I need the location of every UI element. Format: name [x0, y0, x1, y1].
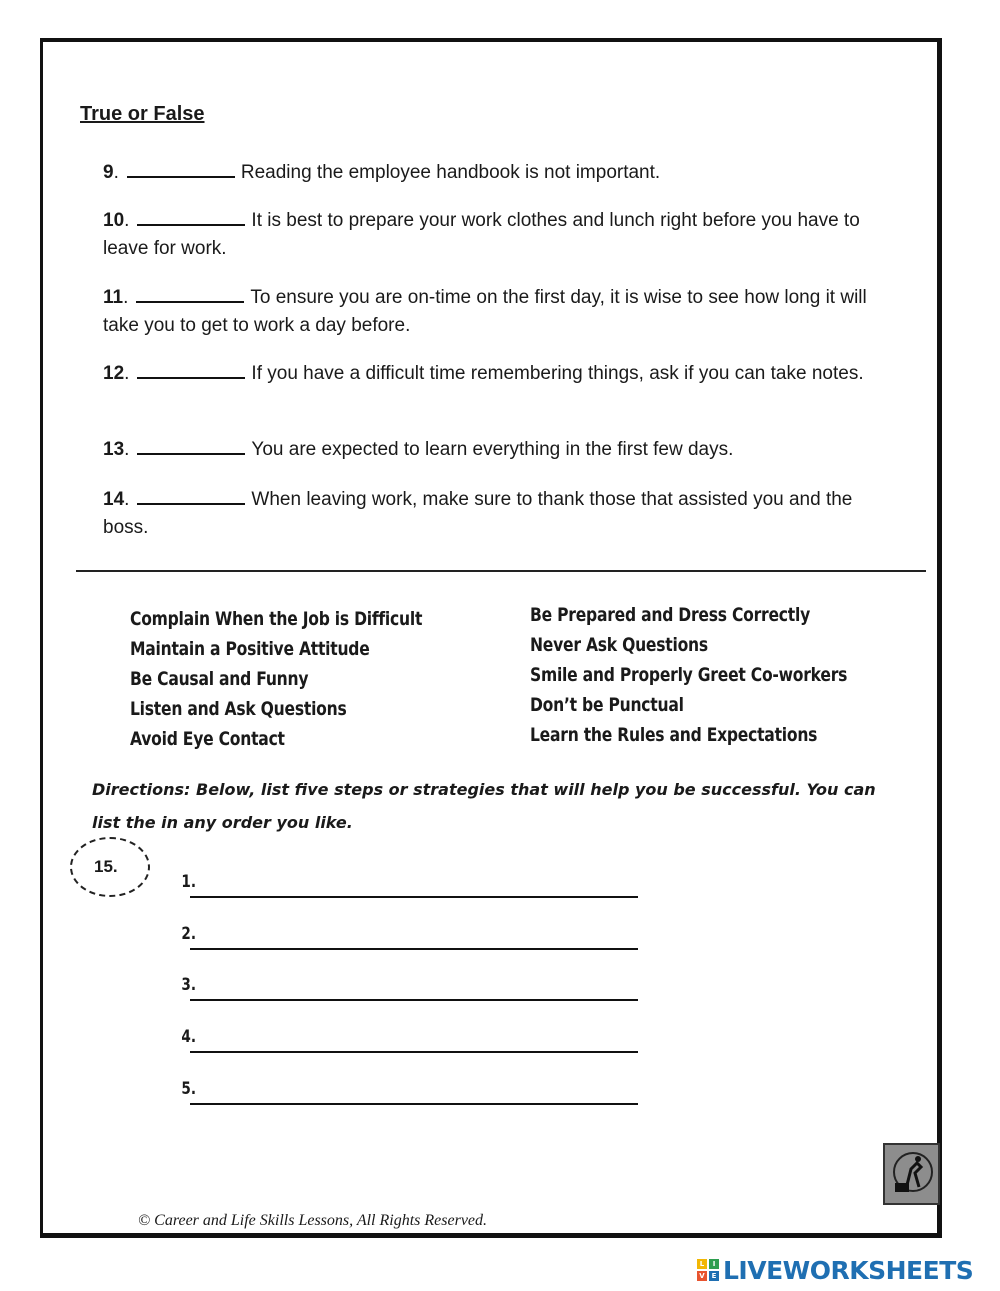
question-separator: . [123, 287, 129, 308]
logo-block: V [697, 1271, 707, 1281]
question-separator: . [124, 489, 130, 510]
logo-block: I [709, 1259, 719, 1269]
liveworksheets-brand [697, 1252, 973, 1288]
directions-text: Directions: Below, list five steps or strategies that will help you be successful. You can list the in any order you like. [92, 780, 876, 832]
question-separator: . [113, 162, 119, 183]
answer-line-label: 1. [181, 872, 197, 892]
brand-name: LIVEWORKSHEETS [723, 1255, 974, 1285]
question-10 [103, 206, 893, 263]
answer-line-1[interactable] [180, 872, 197, 898]
logo-block: L [697, 1259, 707, 1269]
answer-line-rule [190, 948, 638, 950]
word-bank-item: Never Ask Questions [530, 634, 708, 656]
answer-blank[interactable] [137, 435, 245, 455]
answer-line-label: 4. [181, 1027, 197, 1047]
question-number: 10 [103, 210, 125, 231]
word-bank-right [530, 600, 847, 750]
answer-blank[interactable] [137, 359, 245, 379]
answer-line-3[interactable] [180, 975, 197, 1001]
question-14 [103, 485, 893, 542]
question-number: 13 [103, 439, 125, 460]
answer-blank[interactable] [137, 206, 245, 226]
question-15-badge [70, 837, 150, 897]
question-11 [103, 283, 893, 340]
question-number: 9 [103, 162, 114, 183]
section-divider [76, 570, 926, 572]
question-text: Reading the employee handbook is not important. [240, 162, 661, 183]
word-bank-item: Don’t be Punctual [530, 694, 684, 716]
question-text: If you have a difficult time remembering things, ask if you can take notes. [251, 363, 864, 384]
question-text: When leaving work, make sure to thank those that assisted you and the boss. [103, 489, 853, 538]
answer-blank[interactable] [136, 283, 244, 303]
question-separator: . [124, 363, 130, 384]
answer-blank[interactable] [137, 485, 245, 505]
publisher-logo-icon [883, 1143, 940, 1205]
answer-line-label: 5. [181, 1079, 197, 1099]
question-separator: . [124, 210, 130, 231]
liveworksheets-logo-icon [697, 1259, 719, 1281]
question-text: It is best to prepare your work clothes and lunch right before you have to leave for work. [103, 210, 860, 259]
word-bank-item: Avoid Eye Contact [130, 728, 285, 750]
question-9 [103, 158, 893, 187]
badge-label: 15. [94, 857, 118, 876]
question-text: You are expected to learn everything in the first few days. [251, 439, 734, 460]
answer-line-rule [190, 896, 638, 898]
question-number: 11 [103, 287, 124, 308]
answer-line-4[interactable] [180, 1027, 197, 1053]
word-bank-item: Be Causal and Funny [130, 668, 309, 690]
word-bank-item: Listen and Ask Questions [130, 698, 347, 720]
answer-blank[interactable] [127, 158, 235, 178]
answer-line-5[interactable] [180, 1079, 197, 1105]
answer-line-rule [190, 1051, 638, 1053]
copyright-notice: © Career and Life Skills Lessons, All Rights Reserved. [138, 1212, 488, 1229]
question-13 [103, 435, 893, 464]
answer-line-label: 3. [181, 975, 197, 995]
word-bank-item: Be Prepared and Dress Correctly [530, 604, 810, 626]
word-bank-item: Smile and Properly Greet Co-workers [530, 664, 848, 686]
question-text: To ensure you are on-time on the first day, it is wise to see how long it will take you to get to work a day before. [103, 287, 867, 336]
word-bank-item: Learn the Rules and Expectations [530, 724, 818, 746]
answer-line-rule [190, 999, 638, 1001]
answer-line-2[interactable] [180, 924, 197, 950]
question-number: 14 [103, 489, 125, 510]
section-title: True or False [80, 103, 205, 125]
question-separator: . [124, 439, 130, 460]
question-12 [103, 359, 893, 388]
word-bank-item: Maintain a Positive Attitude [130, 638, 370, 660]
word-bank-left [130, 604, 422, 754]
logo-block: E [709, 1271, 719, 1281]
question-number: 12 [103, 363, 125, 384]
answer-line-rule [190, 1103, 638, 1105]
answer-line-label: 2. [181, 924, 197, 944]
word-bank-item: Complain When the Job is Difficult [130, 608, 423, 630]
